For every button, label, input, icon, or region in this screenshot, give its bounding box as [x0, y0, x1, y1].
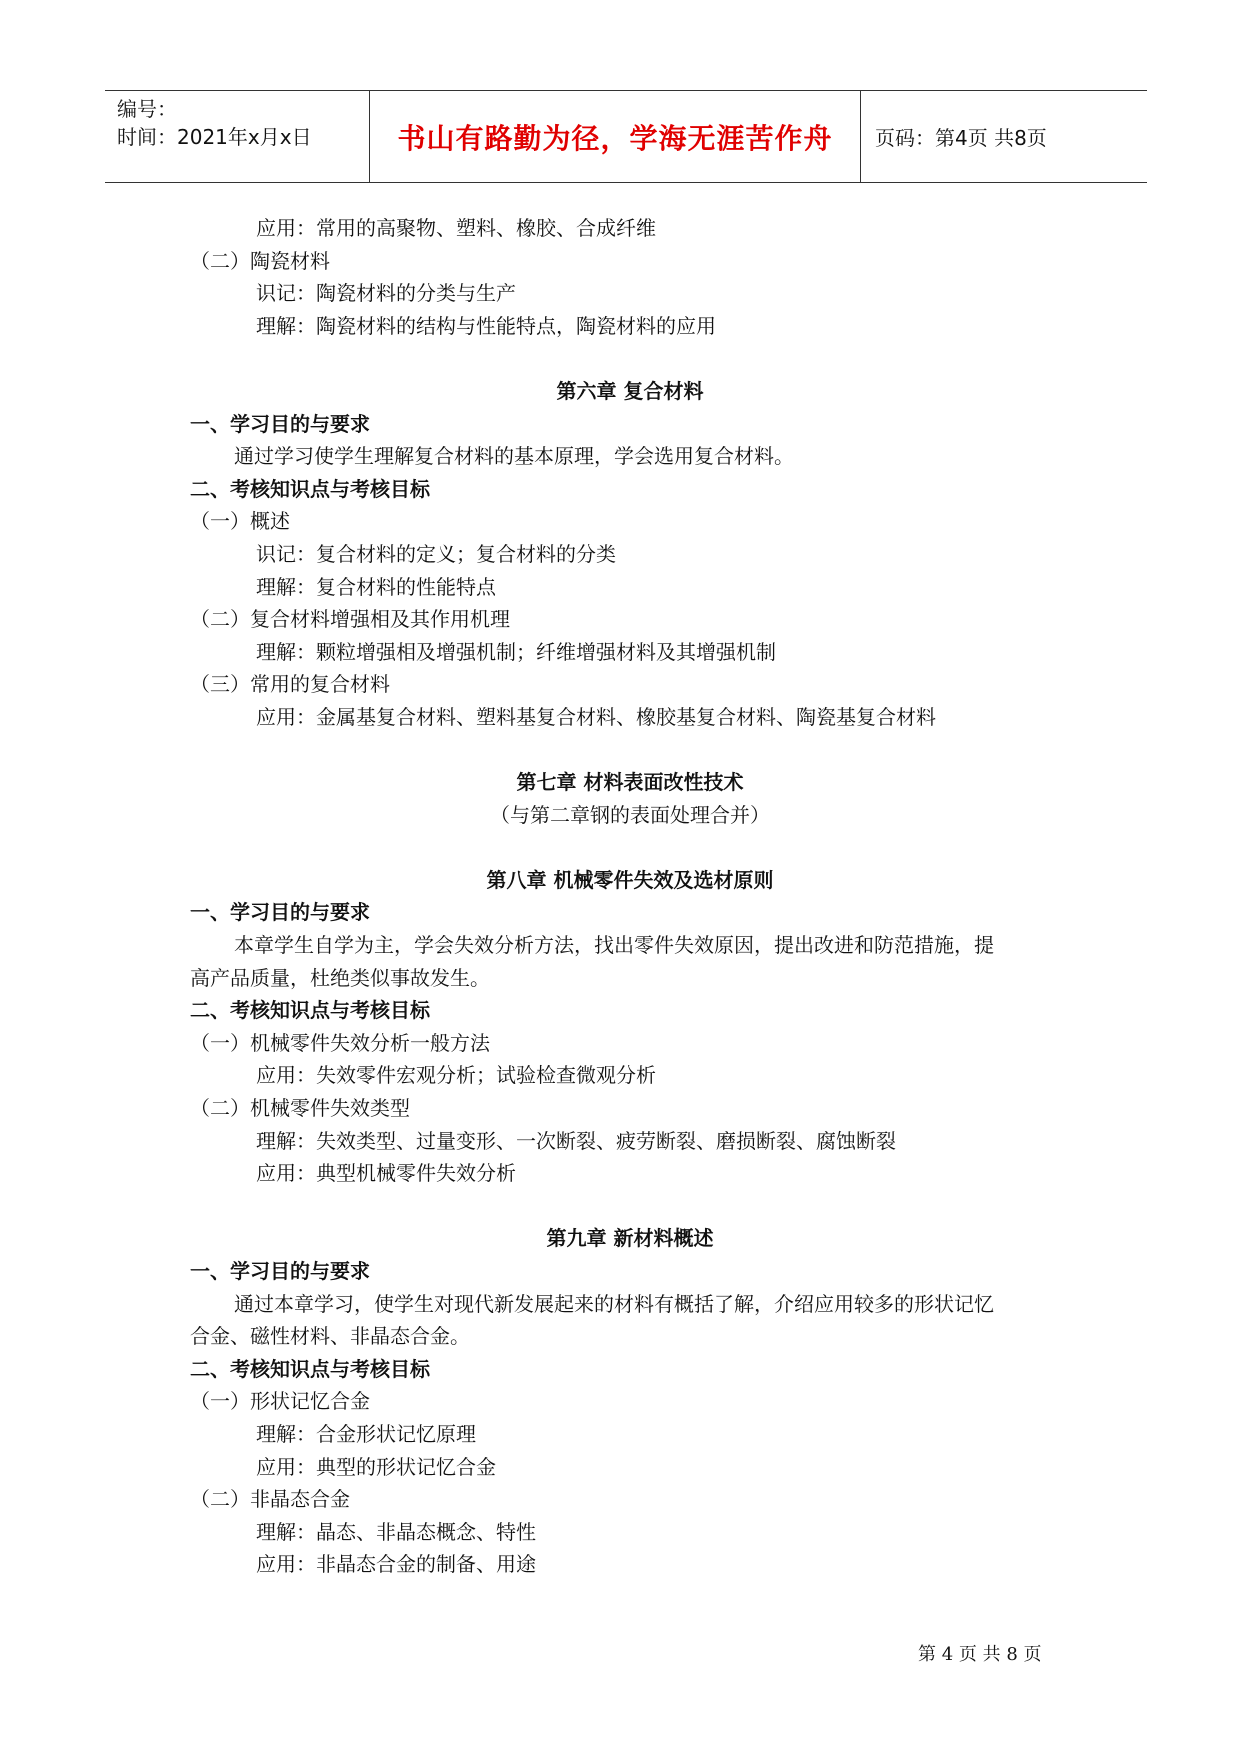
subsection-heading: （二）非晶态合金: [190, 1487, 350, 1512]
body-line-item: 应用：常用的高聚物、塑料、橡胶、合成纤维: [256, 216, 656, 240]
body-line-item: 应用：典型的形状记忆合金: [256, 1454, 496, 1479]
body-line-item: 理解：陶瓷材料的结构与性能特点，陶瓷材料的应用: [256, 313, 716, 338]
body-line-item: 应用：失效零件宏观分析；试验检查微观分析: [256, 1063, 656, 1088]
body-line-item: 理解：复合材料的性能特点: [256, 574, 496, 599]
chapter-title: 第九章 新材料概述: [546, 1226, 714, 1251]
chapter-title: 第六章 复合材料: [556, 378, 704, 403]
document-time-label: 时间：2021年x月x日: [117, 125, 312, 149]
subsection-heading: （二）复合材料增强相及其作用机理: [190, 607, 510, 632]
subsection-heading: （二）陶瓷材料: [190, 248, 330, 273]
body-line-item: 理解：合金形状记忆原理: [256, 1421, 476, 1446]
paragraph-line: 通过学习使学生理解复合材料的基本原理，学会选用复合材料。: [234, 444, 794, 469]
subsection-heading: （一）形状记忆合金: [190, 1389, 370, 1414]
spacer: [190, 342, 1070, 375]
body-line-item: 识记：复合材料的定义；复合材料的分类: [256, 541, 616, 566]
chapter-note: （与第二章钢的表面处理合并）: [490, 802, 770, 827]
subsection-heading: （一）机械零件失效分析一般方法: [190, 1030, 490, 1055]
header-motto: 书山有路勤为径，学海无涯苦作舟: [370, 91, 861, 182]
header-page-info: 页码：第4页 共8页: [875, 126, 1047, 150]
spacer: [190, 1190, 1070, 1223]
document-body: [190, 212, 1070, 1581]
subsection-heading: （三）常用的复合材料: [190, 672, 390, 697]
paragraph-continuation: 合金、磁性材料、非晶态合金。: [190, 1324, 470, 1349]
spacer: [190, 734, 1070, 767]
header-meta: [105, 91, 370, 182]
spacer: [190, 831, 1070, 864]
paragraph-line: 通过本章学习，使学生对现代新发展起来的材料有概括了解，介绍应用较多的形状记忆: [234, 1291, 994, 1316]
body-line-item: 理解：晶态、非晶态概念、特性: [256, 1519, 536, 1544]
body-line-item: 应用：金属基复合材料、塑料基复合材料、橡胶基复合材料、陶瓷基复合材料: [256, 704, 936, 729]
subsection-heading: （一）概述: [190, 509, 290, 534]
section-heading: 二、考核知识点与考核目标: [190, 476, 430, 501]
page-header: [105, 90, 1147, 183]
body-line-item: 应用：非晶态合金的制备、用途: [256, 1552, 536, 1577]
chapter-title: 第七章 材料表面改性技术: [516, 770, 744, 795]
chapter-title: 第八章 机械零件失效及选材原则: [486, 867, 774, 892]
document-number-label: 编号：: [117, 97, 177, 121]
section-heading: 二、考核知识点与考核目标: [190, 998, 430, 1023]
paragraph-continuation: 高产品质量，杜绝类似事故发生。: [190, 965, 490, 990]
body-line-item: 理解：颗粒增强相及增强机制；纤维增强材料及其增强机制: [256, 639, 776, 664]
section-heading: 一、学习目的与要求: [190, 411, 370, 436]
section-heading: 一、学习目的与要求: [190, 1259, 370, 1283]
paragraph-line: 本章学生自学为主，学会失效分析方法，找出零件失效原因，提出改进和防范措施，提: [234, 933, 994, 958]
body-line-item: 理解：失效类型、过量变形、一次断裂、疲劳断裂、磨损断裂、腐蚀断裂: [256, 1128, 896, 1153]
section-heading: 一、学习目的与要求: [190, 900, 370, 925]
page-footer: 第 4 页 共 8 页: [918, 1644, 1042, 1665]
subsection-heading: （二）机械零件失效类型: [190, 1096, 410, 1121]
section-heading: 二、考核知识点与考核目标: [190, 1356, 430, 1381]
body-line-item: 应用：典型机械零件失效分析: [256, 1161, 516, 1186]
body-line-item: 识记：陶瓷材料的分类与生产: [256, 281, 516, 306]
